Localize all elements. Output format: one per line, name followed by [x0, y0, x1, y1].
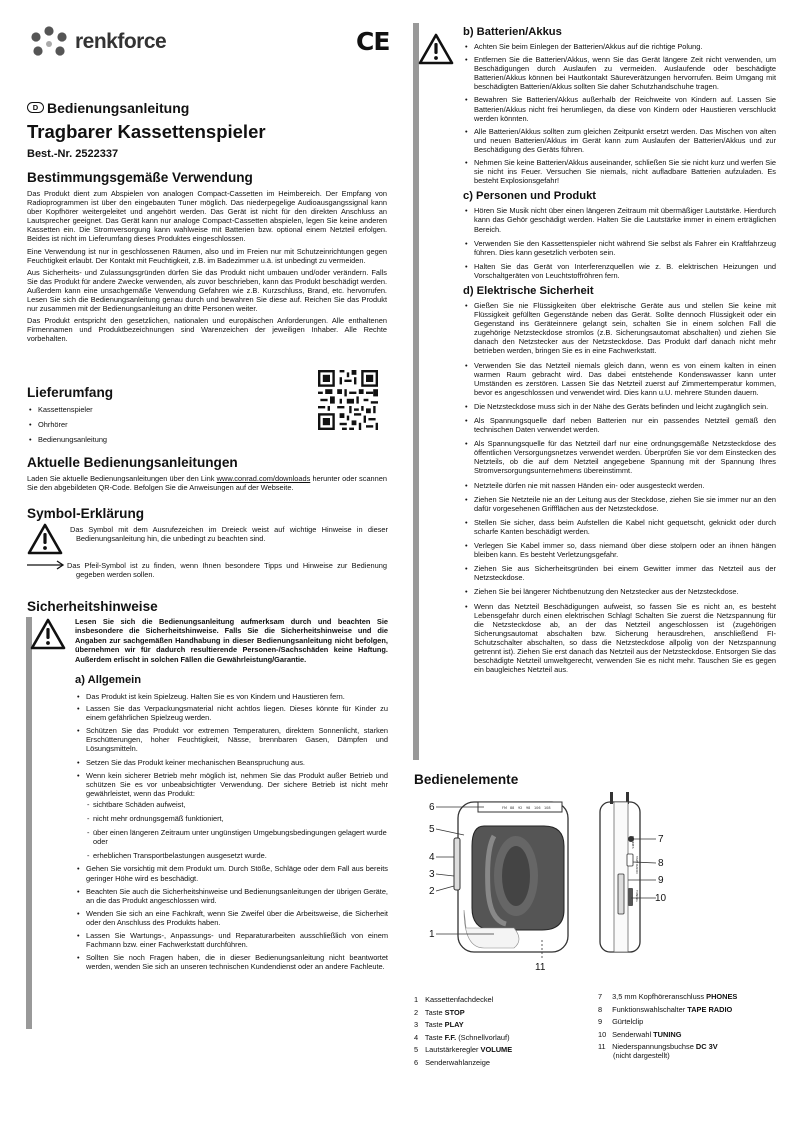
electrical-item: • Ziehen Sie bei längerer Nichtbenutzung den Netzstecker aus der Netzsteckdose. — [463, 587, 776, 596]
general-heading: a) Allgemein — [75, 674, 142, 686]
electrical-item: • Ziehen Sie Netzteile nie an der Leitung aus der Steckdose, ziehen Sie sie immer nur an den dafür vorgesehenen Griffflächen aus der Netzsteckdose. — [463, 495, 776, 513]
scope-section — [27, 385, 277, 447]
general-sub-item: - über einen längeren Zeitraum unter ungünstigen Umgebungsbedingungen gelagert wurde oder — [75, 828, 388, 846]
part-item — [414, 995, 589, 1004]
part-bold: F.F. — [444, 1032, 457, 1042]
current-manuals-text-before: Laden Sie aktuelle Bedienungsanleitungen über den Link — [27, 474, 217, 483]
callout-label: 9 — [658, 875, 664, 886]
electrical-item: • Stellen Sie sicher, dass beim Aufstellen die Kabel nicht gequetscht, geknickt oder durch scharfe Kanten beschädigt werden. — [463, 518, 776, 536]
part-item — [598, 992, 783, 1001]
batteries-item: • Alle Batterien/Akkus sollten zum gleichen Zeitpunkt ersetzt werden. Das Mischen von alten und neuen Batterien/Akkus im Gerät kann zum Auslaufen der Batterien/Akkus und zur Beschädigung des Geräts führen. — [463, 127, 776, 154]
part-number: 11 — [598, 1042, 606, 1052]
batteries-item: • Entfernen Sie die Batterien/Akkus, wenn Sie das Gerät längere Zeit nicht verwenden, um Beschädigungen durch Auslaufen zu vermeiden. Auslaufende oder beschädigte Batterien/Akkus können bei Hautkontakt Säureverätzungen hervorrufen. Beim Umgang mit beschädigten Batterien/Akkus sollten Sie daher Schutzhandschuhe tragen. — [463, 55, 776, 91]
electrical-item: • Ziehen Sie aus Sicherheitsgründen bei einem Gewitter immer das Netzteil aus der Netzsteckdose. — [463, 564, 776, 582]
part-text: Taste — [424, 1007, 445, 1017]
callout-label: 3 — [429, 869, 435, 880]
intended-use-heading: Bestimmungsgemäße Verwendung — [27, 170, 253, 185]
manual-label: Bedienungsanleitung — [47, 99, 190, 116]
part-bold: PHONES — [706, 992, 738, 1001]
electrical-item: • Verwenden Sie das Netzteil niemals gleich dann, wenn es von einem kalten in einen warmen Raum gebracht wird. Das dabei entstehende Kondenswasser kann unter Umständen es zerstören. Lassen Sie das Netzteil zuerst auf Zimmertemperatur kommen, bevor es angeschlossen und verwendet wird. Dies kann u.U. mehrere Stunden dauern. — [463, 361, 776, 397]
cassette-player-illustration — [414, 790, 667, 980]
batteries-item: • Bewahren Sie Batterien/Akkus außerhalb der Reichweite von Kindern auf. Lassen Sie Batterien/Akkus nicht frei herumliegen, da diese von Kindern oder Haustieren verschluckt werden könnten. — [463, 95, 776, 122]
part-text: Funktionswahlschalter — [612, 1004, 688, 1014]
symbols-heading: Symbol-Erklärung — [27, 506, 145, 521]
current-manuals-text — [27, 474, 387, 492]
general-item: • Setzen Sie das Produkt keiner mechanischen Beanspruchung aus. — [75, 758, 388, 767]
electrical-item: • Gießen Sie nie Flüssigkeiten über elektrische Geräte aus und stellen Sie keine mit Flüssigkeit gefüllten Gegenstände neben das Gerät. Sollte dennoch Flüssigkeit oder ein Gegenstand ins Geräteinnere gelangt sein, schalten Sie in einem solchen Fall die zugehörige Netzsteckdose stromlos (z.B. Sicherungsautomat abschalten) und ziehen Sie danach den Netzstecker aus der Netzsteckdose. Das Produkt darf danach nicht mehr betrieben werden, bringen Sie es in eine Fachwerkstatt. — [463, 301, 776, 356]
arrow-symbol-text: Das Pfeil-Symbol ist zu finden, wenn Ihnen besondere Tipps und Hinweise zur Bedienung gegeben werden sollen. — [67, 561, 387, 580]
part-number: 2 — [414, 1007, 419, 1017]
part-item — [414, 1020, 589, 1029]
part-item — [598, 1042, 783, 1051]
part-item — [598, 1017, 783, 1026]
part-number: 9 — [598, 1017, 603, 1027]
batteries-item: • Achten Sie beim Einlegen der Batterien/Akkus auf die richtige Polung. — [463, 42, 776, 51]
manual-header — [27, 100, 397, 160]
intended-use-paragraph: Eine Verwendung ist nur in geschlossenen Räumen, also und im Freien nur mit Schutzeinrichtungen gegen Feuchtigkeit erlaubt. Der Kontakt mit Feuchtigkeit, z.B. im Badezimmer u.ä. ist unbedingt zu vermeiden. — [27, 246, 387, 265]
safety-heading: Sicherheitshinweise — [27, 599, 158, 614]
arrow-right-icon — [27, 560, 65, 570]
persons-heading: c) Personen und Produkt — [463, 190, 597, 203]
batteries-item: • Nehmen Sie keine Batterien/Akkus auseinander, schließen Sie sie nicht kurz und werfen Sie sie nicht ins Feuer. Versuchen Sie niemals, nicht aufladbare Batterien aufzuladen. Es besteht Explosionsgefahr! — [463, 158, 776, 185]
intended-use-paragraph: Das Produkt dient zum Abspielen von analogen Compact-Cassetten im Heimbereich. Der Empfang von Radioprogrammen ist über den eingebauten Tuner möglich. Das niederpegelige Audioausgangssignal kann über Kopfhörer weitergeleitet und angehört werden. Das Gerät ist nicht für den direkten Anschluss an Lautsprecher geeignet. Das Gerät kann nur analoge Compact-Cassetten abspielen, legen Sie keine anderen Kassetten ein. Die Stromversorgung kann wahlweise mit Batterien bzw. optional einem Netzteil erfolgen. Beides ist nicht im Lieferumfang dieses Produktes eingeschlossen. — [27, 189, 387, 244]
part-text: Senderwahlanzeige — [425, 1057, 490, 1067]
brand-logo — [27, 24, 177, 58]
current-manuals-section — [27, 455, 387, 495]
general-item: • Lassen Sie Wartungs-, Anpassungs- und Reparaturarbeiten ausschließlich von einem Fachmann bzw. einer Fachwerkstatt durchführen. — [75, 931, 388, 949]
callout-label: 8 — [658, 858, 664, 869]
language-badge: D — [27, 102, 44, 113]
part-number: 5 — [414, 1045, 419, 1055]
part-bold: VOLUME — [480, 1045, 513, 1055]
part-number: 3 — [414, 1020, 419, 1030]
general-item: • Gehen Sie vorsichtig mit dem Produkt um. Durch Stöße, Schläge oder dem Fall aus bereits geringer Höhe wird es beschädigt. — [75, 864, 388, 882]
callout-label: 4 — [429, 852, 435, 863]
part-item — [598, 1030, 783, 1039]
svg-text:TUNING: TUNING — [635, 890, 639, 902]
part-extra: (nicht dargestellt) — [613, 1051, 670, 1061]
right-margin-bar — [413, 23, 419, 760]
general-item: • Lassen Sie das Verpackungsmaterial nicht achtlos liegen. Dieses könnte für Kinder zu einem gefährlichen Spielzeug werden. — [75, 704, 388, 722]
svg-text:PHONES: PHONES — [631, 836, 635, 849]
scope-item: • Kassettenspieler — [27, 405, 277, 414]
part-item — [414, 1058, 589, 1067]
scope-item: • Bedienungsanleitung — [27, 435, 277, 444]
safety-intro: Lesen Sie sich die Bedienungsanleitung aufmerksam durch und beachten Sie insbesondere die Sicherheitshinweise. Falls Sie die Sicherheitshinweise und die Angaben zur sachgemäßen Handhabung in dieser Bedienungsanleitung nicht befolgen, übernehmen wir für dadurch resultierende Personen-/Sachschäden keine Haftung. Außerdem erlischt in solchen Fällen die Gewährleistung/Garantie. — [75, 617, 388, 664]
part-text: Kassettenfachdeckel — [425, 995, 494, 1004]
part-number: 1 — [414, 995, 419, 1004]
parts-list-left — [414, 995, 589, 1071]
part-number: 8 — [598, 1004, 603, 1014]
part-text: Senderwahl — [612, 1029, 654, 1039]
part-number: 7 — [598, 992, 603, 1001]
part-bold: TAPE RADIO — [687, 1004, 733, 1014]
part-bold: TUNING — [653, 1029, 682, 1039]
qr-code[interactable] — [318, 370, 378, 430]
part-item — [414, 1033, 589, 1042]
current-manuals-text-after: herunter oder scannen Sie den abgebildeten QR-Code. Befolgen Sie die Anweisungen auf der Webseite. — [27, 474, 387, 493]
svg-text:TAPE RADIO: TAPE RADIO — [635, 856, 639, 874]
renkforce-logo-icon — [27, 24, 71, 58]
part-text: Niederspannungsbuchse — [612, 1042, 696, 1052]
persons-item: • Hören Sie Musik nicht über einen längeren Zeitraum mit übermäßiger Lautstärke. Hierdurch kann das Gehör geschädigt werden. Halten Sie die Lautstärke immer in einem erträglichen Bereich. — [463, 206, 776, 233]
svg-text:88: 88 — [510, 806, 515, 810]
current-manuals-heading: Aktuelle Bedienungsanleitungen — [27, 455, 238, 470]
part-number: 6 — [414, 1057, 419, 1067]
ce-mark: CE — [356, 27, 390, 56]
general-item: • Beachten Sie auch die Sicherheitshinweise und Bedienungsanleitungen der übrigen Geräte, an die das Produkt angeschlossen wird. — [75, 887, 388, 905]
electrical-item: • Wenn das Netzteil Beschädigungen aufweist, so fassen Sie es nicht an, es besteht Lebensgefahr durch einen elektrischen Schlag! Schalten Sie zuerst die Netzspannung für die Netzsteckdose ab, an der das Netzteil angeschlossen ist (zugehörigen Sicherungsautomat abschalten bzw. Sicherung herausdrehen, anschließend FI-Schutzschalter abschalten, so dass die Netzsteckdose allpolig von der Netzspannung getrennt ist). Ziehen Sie erst danach das Netzteil aus der Netzsteckdose. Entsorgen Sie das beschädigte Netzteil umweltgerecht, verwenden Sie es nicht mehr. Tauschen Sie es gegen ein baugleiches Netzteil aus. — [463, 602, 776, 675]
batteries-warning-icon — [418, 33, 454, 65]
general-item: • Das Produkt ist kein Spielzeug. Halten Sie es von Kindern und Haustieren fern. — [75, 692, 388, 701]
electrical-item: • Die Netzsteckdose muss sich in der Nähe des Geräts befinden und leicht zugänglich sein. — [463, 402, 776, 411]
safety-margin-bar — [26, 617, 32, 1029]
part-bold: STOP — [444, 1007, 465, 1017]
order-number: Best.-Nr. 2522337 — [27, 148, 119, 160]
callout-label: 11 — [535, 962, 546, 973]
callout-label: 6 — [429, 802, 435, 813]
electrical-heading: d) Elektrische Sicherheit — [463, 284, 594, 297]
part-item — [414, 1008, 589, 1017]
part-bold: PLAY — [444, 1020, 464, 1030]
safety-warning-icon — [30, 618, 66, 650]
electrical-item: • Netzteile dürfen nie mit nassen Händen ein- oder ausgesteckt werden. — [463, 481, 776, 490]
callout-label: 5 — [429, 824, 435, 835]
scope-item: • Ohrhörer — [27, 420, 277, 429]
part-number: 4 — [414, 1032, 419, 1042]
svg-text:98: 98 — [526, 806, 531, 810]
general-item: • Sollten Sie noch Fragen haben, die in dieser Bedienungsanleitung nicht beantwortet werden, wenden Sie sich an unseren technischen Kundendienst oder an andere Fachleute. — [75, 953, 388, 971]
part-text: 3,5 mm Kopfhöreranschluss — [612, 992, 707, 1001]
part-item — [598, 1005, 783, 1014]
general-item: • Schützen Sie das Produkt vor extremen Temperaturen, direktem Sonnenlicht, starken Erschütterungen, hoher Feuchtigkeit, Nässe, brennbaren Gasen, Dämpfen und Lösungsmitteln. — [75, 726, 388, 753]
warning-triangle-icon — [27, 523, 63, 555]
part-text: Taste — [424, 1020, 445, 1030]
callout-label: 2 — [429, 886, 435, 897]
right-safety-column — [463, 26, 776, 677]
brand-name: renkforce — [75, 30, 167, 53]
electrical-item: • Verlegen Sie Kabel immer so, dass niemand über diese stolpern oder an ihnen hängen bleiben kann. Es besteht Verletzungsgefahr. — [463, 541, 776, 559]
callout-label: 7 — [658, 834, 664, 845]
intended-use-paragraph: Das Produkt entspricht den gesetzlichen, nationalen und europäischen Anforderungen. Alle enthaltenen Firmennamen und Produktbezeichnungen sind Warenzeichen der jeweiligen Inhaber. Alle Rechte vorbehalten. — [27, 316, 387, 344]
intended-use-section — [27, 170, 387, 347]
part-text: Lautstärkeregler — [425, 1045, 481, 1055]
general-item: • Wenn kein sicherer Betrieb mehr möglich ist, nehmen Sie das Produkt außer Betrieb und schützen Sie es vor unbeabsichtigter Verwendung. Der sichere Betrieb ist nicht mehr gewährleistet, wenn das Produkt: — [75, 771, 388, 798]
downloads-link[interactable]: www.conrad.com/downloads — [216, 474, 311, 483]
svg-text:106: 106 — [534, 806, 541, 810]
svg-text:108: 108 — [544, 806, 551, 810]
persons-item: • Halten Sie das Gerät von Interferenzquellen wie z. B. elektrischen Heizungen und Vorschaltgeräten von Leuchtstoffröhren fern. — [463, 262, 776, 280]
page-title: Tragbarer Kassettenspieler — [27, 121, 266, 142]
electrical-item: • Als Spannungsquelle darf neben Batterien nur ein passendes Netzteil gemäß den technischen Daten verwendet werden. — [463, 416, 776, 434]
general-sub-item: - sichtbare Schäden aufweist, — [75, 800, 388, 809]
part-text: Gürtelclip — [612, 1017, 644, 1027]
electrical-item: • Als Spannungsquelle für das Netzteil darf nur eine ordnungsgemäße Netzsteckdose des öffentlichen Versorgungsnetzes verwendet werden. Überprüfen Sie vor dem Einstecken des Netzteils, ob die auf dem Netzteil angegebene Spannung mit der Spannung Ihres Stromversorgungsunternehmens übereinstimmt. — [463, 439, 776, 475]
intended-use-paragraph: Aus Sicherheits- und Zulassungsgründen dürfen Sie das Produkt nicht umbauen und/oder verändern. Falls Sie das Produkt für andere Zwecke verwenden, als zuvor beschrieben, kann das Produkt beschädigt werden. Außerdem kann eine unsachgemäße Verwendung Gefahren wie z.B. Kurzschluss, Brand, etc. hervorrufen. Lesen Sie sich die Bedienungsanleitung genau durch und bewahren Sie diese auf. Reichen Sie das Produkt nur zusammen mit der Bedienungsanleitung an dritte Personen weiter. — [27, 267, 387, 314]
callout-label: 10 — [655, 893, 667, 904]
callout-label: 1 — [429, 929, 435, 940]
scope-heading: Lieferumfang — [27, 385, 114, 400]
warning-symbol-text: Das Symbol mit dem Ausrufezeichen im Dreieck weist auf wichtige Hinweise in dieser Bedienungsanleitung hin, die unbedingt zu beachten sind. — [70, 525, 388, 544]
parts-list-right — [598, 992, 783, 1064]
part-bold: DC 3V — [695, 1042, 718, 1052]
svg-text:92: 92 — [518, 806, 523, 810]
part-item — [414, 1045, 589, 1054]
controls-heading: Bedienelemente — [414, 772, 519, 787]
batteries-heading: b) Batterien/Akkus — [463, 26, 562, 38]
general-sub-item: - nicht mehr ordnungsgemäß funktioniert, — [75, 814, 388, 823]
part-number: 10 — [598, 1029, 607, 1039]
general-section — [75, 674, 388, 974]
persons-item: • Verwenden Sie den Kassettenspieler nicht während Sie selbst als Fahrer ein Kraftfahrzeug führen. Dies kann gesetzlich verboten sein. — [463, 239, 776, 257]
svg-text:FM: FM — [502, 806, 507, 810]
part-text: Taste — [424, 1032, 445, 1042]
general-item: • Wenden Sie sich an eine Fachkraft, wenn Sie Zweifel über die Arbeitsweise, die Sicherheit oder den Anschluss des Produkts haben. — [75, 909, 388, 927]
part-rest: (Schnellvorlauf) — [456, 1032, 510, 1042]
general-sub-item: - erheblichen Transportbelastungen ausgesetzt wurde. — [75, 851, 388, 860]
